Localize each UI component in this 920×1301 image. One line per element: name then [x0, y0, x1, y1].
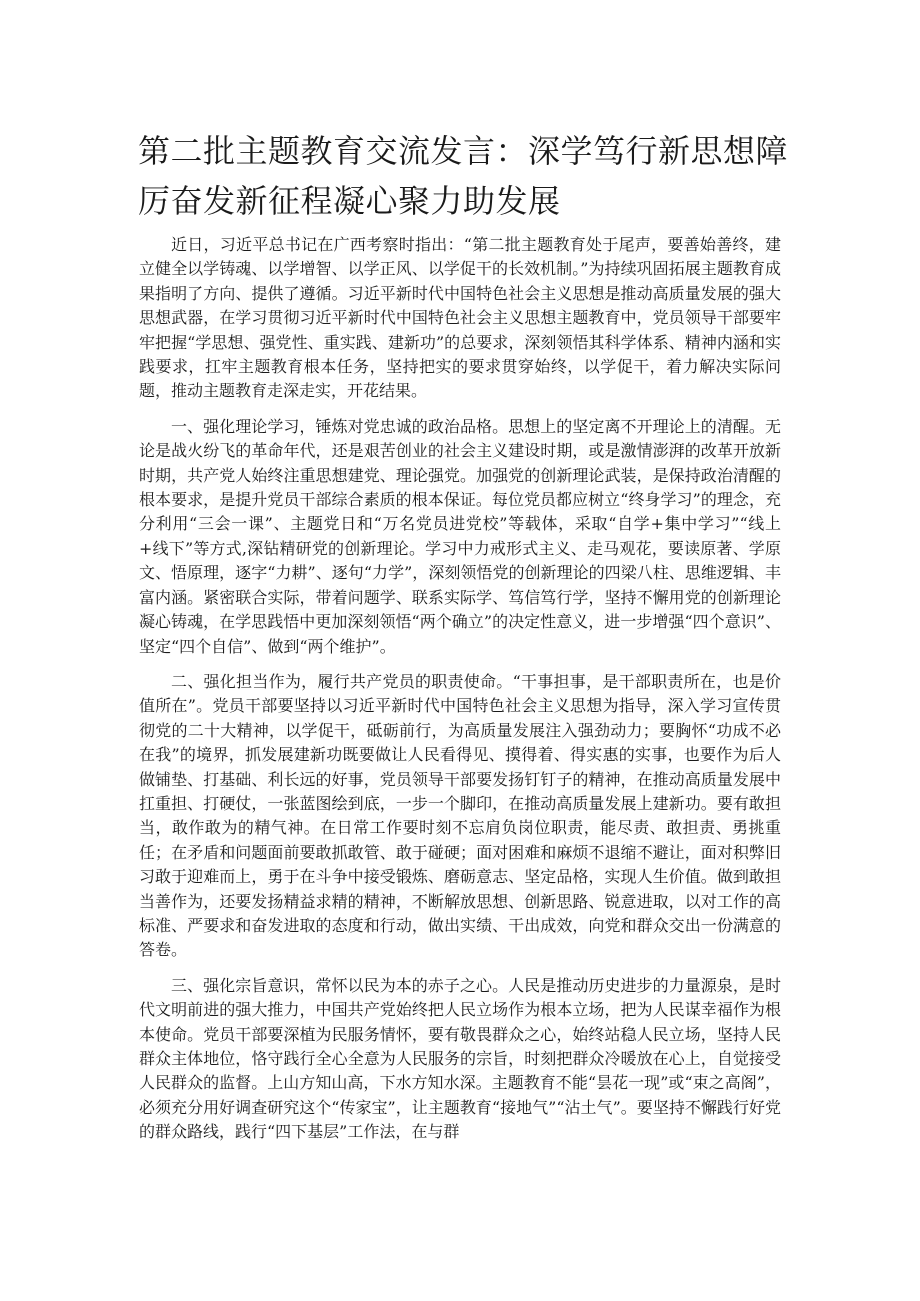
- paragraph-intro: 近日，习近平总书记在广西考察时指出：“第二批主题教育处于尾声，要善始善终，建立健全以学铸魂、以学增智、以学正风、以学促干的长效机制。”为持续巩固拓展主题教育成果指明了方向、提供了遵循。习近平新时代中国特色社会主义思想是推动高质量发展的强大思想武器，在学习贯彻习近平新时代中国特色社会主义思想主题教育中，党员领导干部要牢牢把握“学思想、强党性、重实践、建新功”的总要求，深刻领悟其科学体系、精神内涵和实践要求，扛牢主题教育根本任务，坚持把实的要求贯穿始终，以学促干，着力解决实际问题，推动主题教育走深走实，开花结果。: [139, 235, 781, 401]
- paragraph-section-1: 一、强化理论学习，锤炼对党忠诚的政治品格。思想上的坚定离不开理论上的清醒。无论是战火纷飞的革命年代，还是艰苦创业的社会主义建设时期，或是激情澎湃的改革开放新时期，共产党人始终注重思想建党、理论强党。加强党的创新理论武装，是保持政治清醒的根本要求，是提升党员干部综合素质的根本保证。每位党员都应树立“终身学习”的理念，充分利用“三会一课”、主题党日和“万名党员进党校”等载体，采取“自学+集中学习”“线上+线下”等方式,深钻精研党的创新理论。学习中力戒形式主义、走马观花，要读原著、学原文、悟原理，逐字“力耕”、逐句“力学”，深刻领悟党的创新理论的四梁八柱、思维逻辑、丰富内涵。紧密联合实际，带着问题学、联系实际学、笃信笃行学，坚持不懈用党的创新理论凝心铸魂，在学思践悟中更加深刻领悟“两个确立”的决定性意义，进一步增强“四个意识”、坚定“四个自信”、做到“两个维护”。: [139, 416, 781, 656]
- paragraph-section-3: 三、强化宗旨意识，常怀以民为本的赤子之心。人民是推动历史进步的力量源泉，是时代文明前进的强大推力，中国共产党始终把人民立场作为根本立场，把为人民谋幸福作为根本使命。党员干部要深植为民服务情怀，要有敬畏群众之心，始终站稳人民立场，坚持人民群众主体地位，恪守践行全心全意为人民服务的宗旨，时刻把群众冷暖放在心上，自觉接受人民群众的监督。上山方知山高，下水方知水深。主题教育不能“昙花一现”或“束之高阁”，必须充分用好调查研究这个“传家宝”，让主题教育“接地气”“沾土气”。要坚持不懈践行好党的群众路线，践行“四下基层”工作法，在与群: [139, 975, 781, 1142]
- paragraph-section-2: 二、强化担当作为，履行共产党员的职责使命。“干事担事，是干部职责所在，也是价值所在”。党员干部要坚持以习近平新时代中国特色社会主义思想为指导，深入学习宣传贯彻党的二十大精神，以学促干，砥砺前行，为高质量发展注入强劲动力；要胸怀“功成不必在我”的境界，抓发展建新功既要做让人民看得见、摸得着、得实惠的实事，也要作为后人做铺垫、打基础、利长远的好事，党员领导干部要发扬钉钉子的精神，在推动高质量发展中扛重担、打硬仗，一张蓝图绘到底，一步一个脚印，在推动高质量发展上建新功。要有敢担当，敢作敢为的精气神。在日常工作要时刻不忘肩负岗位职责，能尽责、敢担责、勇挑重任；在矛盾和问题面前要敢抓敢管、敢于碰硬；面对困难和麻烦不退缩不避让，面对积弊旧习敢于迎难而上，勇于在斗争中接受锻炼、磨砺意志、坚定品格，实现人生价值。做到敢担当善作为，还要发扬精益求精的精神，不断解放思想、创新思路、锐意进取，以对工作的高标准、严要求和奋发进取的态度和行动，做出实绩、干出成效，向党和群众交出一份满意的答卷。: [139, 671, 781, 960]
- document-body: [139, 233, 781, 1156]
- document-title: 第二批主题教育交流发言：深学笃行新思想障厉奋发新征程凝心聚力助发展: [138, 132, 789, 220]
